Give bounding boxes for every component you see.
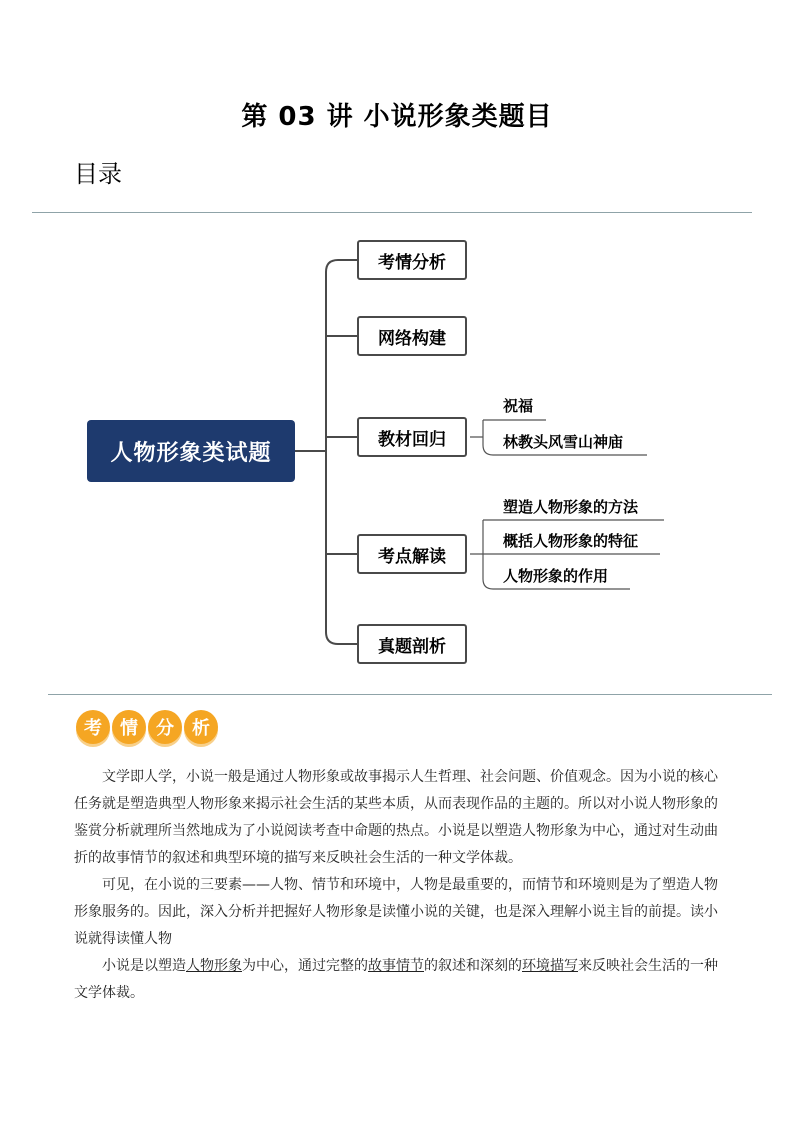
node-wangluo[interactable]: 网络构建 — [357, 316, 467, 356]
badge-char: 情 — [112, 710, 146, 744]
p3-keyword-plot: 故事情节 — [368, 958, 424, 974]
p3-text: 小说是以塑造 — [102, 958, 186, 974]
p3-text: 的叙述和深刻的 — [424, 958, 522, 974]
paragraph-3 — [74, 953, 724, 1007]
mindmap-root: 人物形象类试题 — [87, 420, 295, 482]
badge-char: 析 — [184, 710, 218, 744]
node-kaodian[interactable]: 考点解读 — [357, 534, 467, 574]
p3-text: 为中心，通过完整的 — [242, 958, 368, 974]
p3-keyword-character: 人物形象 — [186, 958, 242, 974]
node-jiaocai[interactable]: 教材回归 — [357, 417, 467, 457]
badge-char: 考 — [76, 710, 110, 744]
leaf-role[interactable]: 人物形象的作用 — [503, 567, 609, 585]
p3-text: 来反映社会生活的一种文学体裁。 — [74, 958, 718, 1001]
badge-char: 分 — [148, 710, 182, 744]
node-zhenti[interactable]: 真题剖析 — [357, 624, 467, 664]
leaf-method[interactable]: 塑造人物形象的方法 — [503, 498, 639, 516]
p3-keyword-environment: 环境描写 — [522, 958, 578, 974]
paragraph-1: 文学即人学，小说一般是通过人物形象或故事揭示人生哲理、社会问题、价值观念。因为小说的核心任务就是塑造典型人物形象来揭示社会生活的某些本质，从而表现作品的主题的。所以对小说人物形象的鉴赏分析就理所当然地成为了小说阅读考查中命题的热点。小说是以塑造人物形象为中心，通过对生动曲折的故事情节的叙述和典型环境的描写来反映社会生活的一种文学体裁。 — [74, 769, 718, 866]
leaf-feature[interactable]: 概括人物形象的特征 — [503, 532, 639, 550]
paragraph-2: 可见，在小说的三要素——人物、情节和环境中，人物是最重要的，而情节和环境则是为了塑造人物形象服务的。因此，深入分析并把握好人物形象是读懂小说的关键，也是深入理解小说主旨的前提。读小说就得读懂人物 — [74, 877, 718, 947]
section-badge-kaoqing — [76, 710, 218, 744]
divider-middle — [48, 694, 772, 695]
node-kaoqing[interactable]: 考情分析 — [357, 240, 467, 280]
page-title: 第 03 讲 小说形象类题目 — [241, 102, 553, 132]
toc-heading: 目录 — [74, 160, 122, 188]
connector-trunk — [326, 260, 338, 644]
leaf-linjiaotou[interactable]: 林教头风雪山神庙 — [503, 433, 624, 451]
leaf-zhufu[interactable]: 祝福 — [503, 397, 534, 415]
